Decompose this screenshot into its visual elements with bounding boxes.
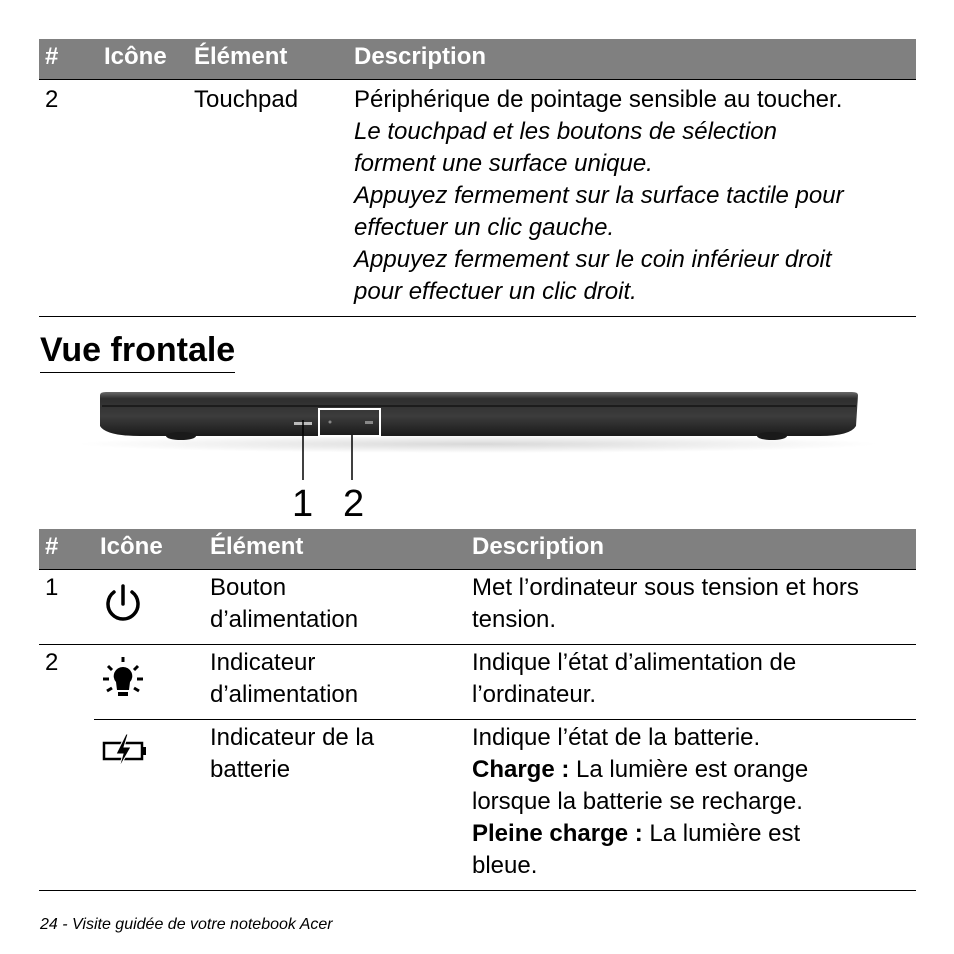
desc-line: lorsque la batterie se recharge.: [472, 788, 803, 815]
element-line: d’alimentation: [210, 681, 359, 708]
table-header-row: [39, 529, 916, 570]
laptop-front-view-image: [80, 388, 880, 488]
charge-text: La lumière est orange: [569, 756, 809, 783]
desc-line: [472, 754, 916, 786]
page-footer: 24 - Visite guidée de votre notebook Acer: [40, 916, 333, 933]
row-element: Touchpad: [188, 80, 348, 317]
callout-number: 1: [292, 483, 314, 525]
element-line: Indicateur: [210, 649, 316, 676]
row-description: [466, 720, 916, 891]
row-element: [204, 570, 466, 645]
power-indicator-icon: [100, 657, 146, 705]
row-num: 1: [39, 570, 94, 645]
header-icon: Icône: [98, 39, 188, 80]
header-num: #: [39, 39, 98, 80]
section-heading: Vue frontale: [40, 328, 235, 373]
front-view-table: [39, 529, 916, 891]
row-num: 2: [39, 80, 98, 317]
desc-line: Indique l’état de la batterie.: [472, 724, 761, 751]
battery-charging-icon: [100, 732, 150, 772]
header-icon: Icône: [94, 529, 204, 570]
row-description: [466, 645, 916, 720]
header-description: Description: [348, 39, 916, 80]
desc-line: [472, 818, 916, 850]
desc-main: Périphérique de pointage sensible au toucher.: [354, 86, 843, 113]
row-icon: [98, 80, 188, 317]
desc-line: l’ordinateur.: [472, 681, 597, 708]
table-row: [39, 645, 916, 720]
header-element: Élément: [188, 39, 348, 80]
desc-italic-line: Le touchpad et les boutons de sélection: [354, 118, 777, 145]
table-row: [39, 80, 916, 317]
row-num: [39, 720, 94, 891]
row-icon: [94, 570, 204, 645]
callout-number: 2: [343, 483, 365, 525]
row-description: [348, 80, 916, 317]
desc-line: Indique l’état d’alimentation de: [472, 649, 797, 676]
header-num: #: [39, 529, 94, 570]
desc-line: tension.: [472, 606, 557, 633]
full-charge-label: Pleine charge :: [472, 820, 643, 847]
table-row: [39, 720, 916, 891]
row-num: 2: [45, 649, 59, 676]
table-header-row: [39, 39, 916, 80]
element-line: Indicateur de la: [210, 724, 375, 751]
power-icon: [100, 582, 146, 628]
desc-italic-line: forment une surface unique.: [354, 150, 653, 177]
desc-italic-line: Appuyez fermement sur la surface tactile pour: [354, 182, 844, 209]
row-element: [204, 645, 466, 720]
header-description: Description: [466, 529, 916, 570]
desc-italic-line: Appuyez fermement sur le coin inférieur droit: [354, 246, 832, 273]
row-icon: [94, 645, 204, 720]
desc-line: Met l’ordinateur sous tension et hors: [472, 574, 859, 601]
charge-label: Charge :: [472, 756, 570, 783]
table-row: [39, 570, 916, 645]
row-description: [466, 570, 916, 645]
desc-italic-line: pour effectuer un clic droit.: [354, 278, 637, 305]
desc-italic-line: effectuer un clic gauche.: [354, 214, 615, 241]
element-line: Bouton: [210, 574, 287, 601]
element-line: batterie: [210, 756, 291, 783]
callout-lines: [295, 420, 365, 490]
desc-line: bleue.: [472, 852, 538, 879]
full-charge-text: La lumière est: [642, 820, 801, 847]
header-element: Élément: [204, 529, 466, 570]
element-line: d’alimentation: [210, 606, 359, 633]
touchpad-table: [39, 39, 916, 317]
row-element: [204, 720, 466, 891]
row-icon: [94, 720, 204, 891]
